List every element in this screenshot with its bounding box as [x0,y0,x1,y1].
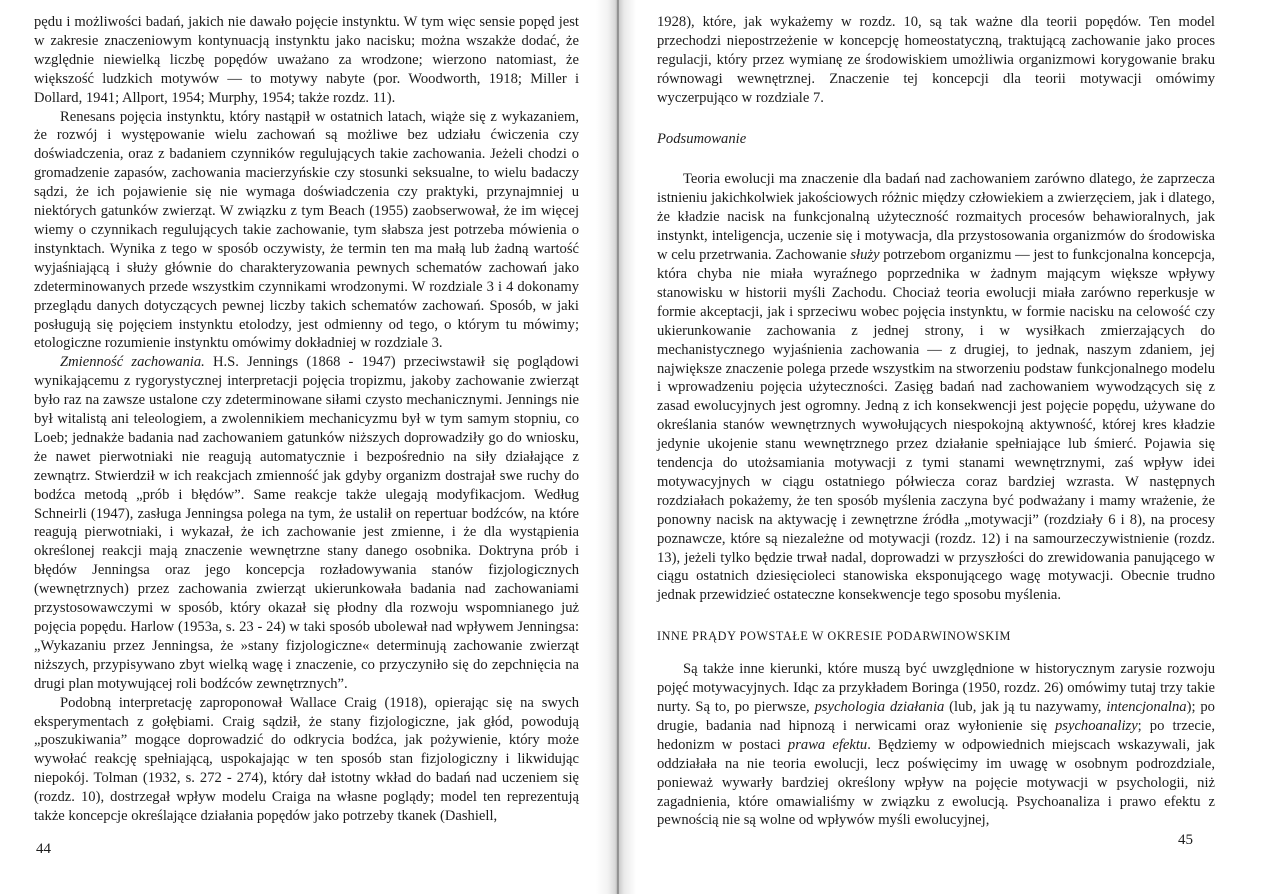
inline-section-title: Zmienność zachowania. [60,354,205,371]
emphasis: służy [850,247,880,264]
paragraph-text: (lub, jak ją tu nazywamy, [944,699,1107,715]
paragraph-text: ); po drugie, badania nad hipnozą i nerwicami oraz wyłonienie się [657,699,1215,734]
paragraph [657,170,1215,605]
paragraph-text: ; po trzecie, hedonizm w postaci [657,717,1215,753]
paragraph-text: Są także inne kierunki, które muszą być uwzględnione w historycznym zarysie rozwoju pojęć motywacyjnych. Idąc za przykładem Boringa (1950, rozdz. 26) omówimy tutaj trzy takie nurty. Są to, po pierwsze, [657,661,1215,715]
emphasis: prawa efektu [787,736,868,753]
right-page-text [657,13,1215,830]
emphasis: intencjonalna [1106,699,1187,715]
section-heading: INNE PRĄDY POWSTAŁE W OKRESIE PODARWINOWSKIM [657,629,1011,644]
left-page-text [34,13,579,826]
paragraph: Renesans pojęcia instynktu, który nastąpił w ostatnich latach, wiąże się z wykazaniem, że rozwój i występowanie wielu zachowań są możliwe bez udziału ćwiczenia czy doświadczenia, oraz z badaniem czynników regulujących takie zachowania. Jeżeli chodzi o gromadzenie zapasów, zachowania macierzyńskie czy stosunki seksualne, to wielu badaczy sądzi, że ich pojawienie się nie wymaga doświadczenia czy praktyki, przynajmniej u niektórych gatunków zwierząt. W związku z tym Beach (1955) zaobserwował, że im więcej wiemy o czynnikach regulujących takie zachowanie, tym słabsza jest potrzeba mówienia o instynktach. Wynika z tego w sposób oczywisty, że termin ten ma małą lub żadną wartość wyjaśniającą i służy głównie do charakteryzowania pewnych schematów zachowań jako zdeterminowanych przede wszystkim czynnikami wrodzonymi. W rozdziale 3 i 4 dokonamy przeglądu danych dotyczących pewnej liczby takich schematów zachowań. Sposób, w jaki posługują się pojęciem instynktu etolodzy, jest odmienny od tego, o którym tu mówimy; etologiczne rozumienie instynktu omówimy dokładniej w rozdziale 3. [34,108,579,352]
emphasis: psychoanalizy [1054,717,1138,734]
paragraph-body: H.S. Jennings (1868 - 1947) przeciwstawił się poglądowi wynikającemu z rygorystycznej interpretacji pojęcia tropizmu, jakoby zachowanie zwierząt było raz na zawsze ustalone czy zdeterminowane siłami czysto mechanicznymi. Jennings nie był witalistą ani teleologiem, a zwolennikiem mechanicyzmu był w tym samym stopniu, co Loeb; jednakże badania nad zachowaniem gatunków niższych doprowadziły go do wniosku, że nawet pierwotniaki nie reagują automatycznie i bezpośrednio na siły działające z zewnątrz. Stwierdził w ich reakcjach zmienność jak gdyby organizm dostrajał swe ruchy do bodźca metodą „prób i błędów”. Same reakcje także ulegają modyfikacjom. Według Schneirli (1947), zasługa Jenningsa polega na tym, że ustalił on repertuar bodźców, na które reagują pierwotniaki, i wykazał, że ich zachowanie jest zmienne, i że dla wystąpienia określonej reakcji mają znaczenie wewnętrzne stany danego osobnika. Doktryna prób i błędów Jenningsa oraz jego koncepcja rozładowywania stanów fizjologicznych (wewnętrznych) przez zachowania zwierząt ukierunkowała badania nad zachowaniami przystosowawczymi w sposób, który okazał się płodny dla rozwoju wspomnianego już pojęcia popędu. Harlow (1953a, s. 23 - 24) w taki sposób ubolewał nad wpływem Jenningsa: „Wykazaniu przez Jenningsa, że »stany fizjologiczne« determinują zachowanie zwierząt niższych, przypisywano zbyt wielką wagę i znaczenie, co przyczyniło się do zepchnięcia na drugi plan motywującej roli bodźców zewnętrznych”. [34,354,579,692]
paragraph: pędu i możliwości badań, jakich nie dawało pojęcie instynktu. W tym więc sensie popęd jest w zakresie znaczeniowym kontynuacją instynktu jako nacisku; można wszakże dodać, że względnie niewielką liczbę popędów uważano za wrodzone; wierzono natomiast, że większość ludzkich motywów — to motywy nabyte (por. Woodworth, 1918; Miller i Dollard, 1941; Allport, 1954; Murphy, 1954; także rozdz. 11). [34,14,579,106]
paragraph: 1928), które, jak wykażemy w rozdz. 10, są tak ważne dla teorii popędów. Ten model przechodzi niepostrzeżenie w koncepcję homeostatyczną, traktującą zachowanie jako proces regulacji, który przez wymianę ze środowiskiem umożliwia organizmowi korygowanie braku równowagi wewnętrznej. Znaczenie tej koncepcji dla teorii motywacji omówimy wyczerpująco w rozdziale 7. [657,14,1215,106]
page-number: 45 [1178,832,1193,848]
paragraph [34,353,579,693]
right-page [630,0,1262,894]
paragraph: Podobną interpretację zaproponował Wallace Craig (1918), opierając się na swych eksperymentach z gołębiami. Craig sądził, że stany fizjologiczne, jak głód, powodują „poszukiwania” mogące doprowadzić do odkrycia bodźca, jak pożywienie, który może wywołać reakcję spełniającą, uspokajając w ten sposób stan fizjologiczny i likwidując niepokój. Tolman (1932, s. 272 - 274), który dał istotny wkład do badań nad uczeniem się (rozdz. 10), dostrzegał wpływ modelu Craiga na własne poglądy; model ten reprezentują także koncepcje określające działania popędów jako potrzeby tkanek (Dashiell, [34,694,579,825]
left-page [0,0,600,894]
paragraph-text: potrzebom organizmu — jest to funkcjonalna koncepcja, która chyba nie miała wyraźnego poprzednika w żadnym mającym większe wpływy stanowisku w historii myśli Zachodu. Chociaż teoria ewolucji miała zarówno reperkusje w formie akceptacji, jak i sprzeciwu wobec pojęcia instynktu, w formie nacisku na celowość czy ukierunkowanie zachowania z jednej strony, i w wysiłkach zmierzających do mechanistycznego wyjaśnienia zachowania — z drugiej, to jednak, naszym zdaniem, jej największe znaczenie polega przede wszystkim na stworzeniu podstaw funkcjonalnego modelu i wprowadzeniu pojęcia użyteczności. Zasięg badań nad zachowaniem wywodzących się z zasad ewolucyjnych jest ogromny. Jedną z ich konsekwencji jest pojęcie popędu, używane do określania stanów wewnętrznych wywołujących niespokojną aktywność, której kres kładzie jedynie ukojenie stanu wewnętrznego przez działanie spełniające lub śmierć. Pojawia się tendencja do utożsamiania motywacji z tymi stanami wewnętrznymi, zaś wpływ idei motywacyjnych w ciągu ostatniego półwiecza coraz bardziej wzrasta. W następnych rozdziałach pokażemy, że ten sposób myślenia zaczyna być podważany i mamy wrażenie, że ponowny nacisk na aktywację i zewnętrzne źródła „motywacji” (rozdziały 6 i 8), na procesy poznawcze, które są niezależne od motywacji (rozdz. 12) i na samourzeczywistnienie (rozdz. 13), jeżeli tylko będzie trwał nadal, doprowadzi w przyszłości do zrewidowania panującego w ciągu ostatnich dziesięcioleci stanowiska eksponującego wagę motywacji. Obecnie trudno jednak przewidzieć ostateczne konsekwencje tego sposobu myślenia. [657,247,1215,604]
gutter-crease [617,0,619,894]
paragraph-text: . Będziemy w odpowiednich miejscach wskazywali, jak oddziałała na nie teoria ewolucji, lecz poświęcimy im uwagę w osobnym podrozdziale, ponieważ wywarły bardziej określony wpływ na pojęcie motywacji w psychologii, niż zagadnienia, które omawialiśmy w związku z ewolucją. Psychoanaliza i prawo efektu z pewnością nie są wolne od wpływów myśli ewolucyjnej, [657,736,1215,829]
section-title: Podsumowanie [657,130,747,147]
paragraph [657,660,1215,830]
emphasis: psychologia działania [814,699,945,715]
paragraph-text: Teoria ewolucji ma znaczenie dla badań nad zachowaniem zarówno dlatego, że zaprzecza istnieniu jakichkolwiek jakościowych różnic między człowiekiem a zwierzęciem, jak i dlatego, że kładzie nacisk na funkcjonalną użyteczność rozmaitych procesów behawioralnych, jak instynkt, inteligencja, uczenie się i motywacja, dla przystosowania organizmów do środowiska w celu przetrwania. Zachowanie [657,171,1215,264]
page-number: 44 [36,841,51,857]
